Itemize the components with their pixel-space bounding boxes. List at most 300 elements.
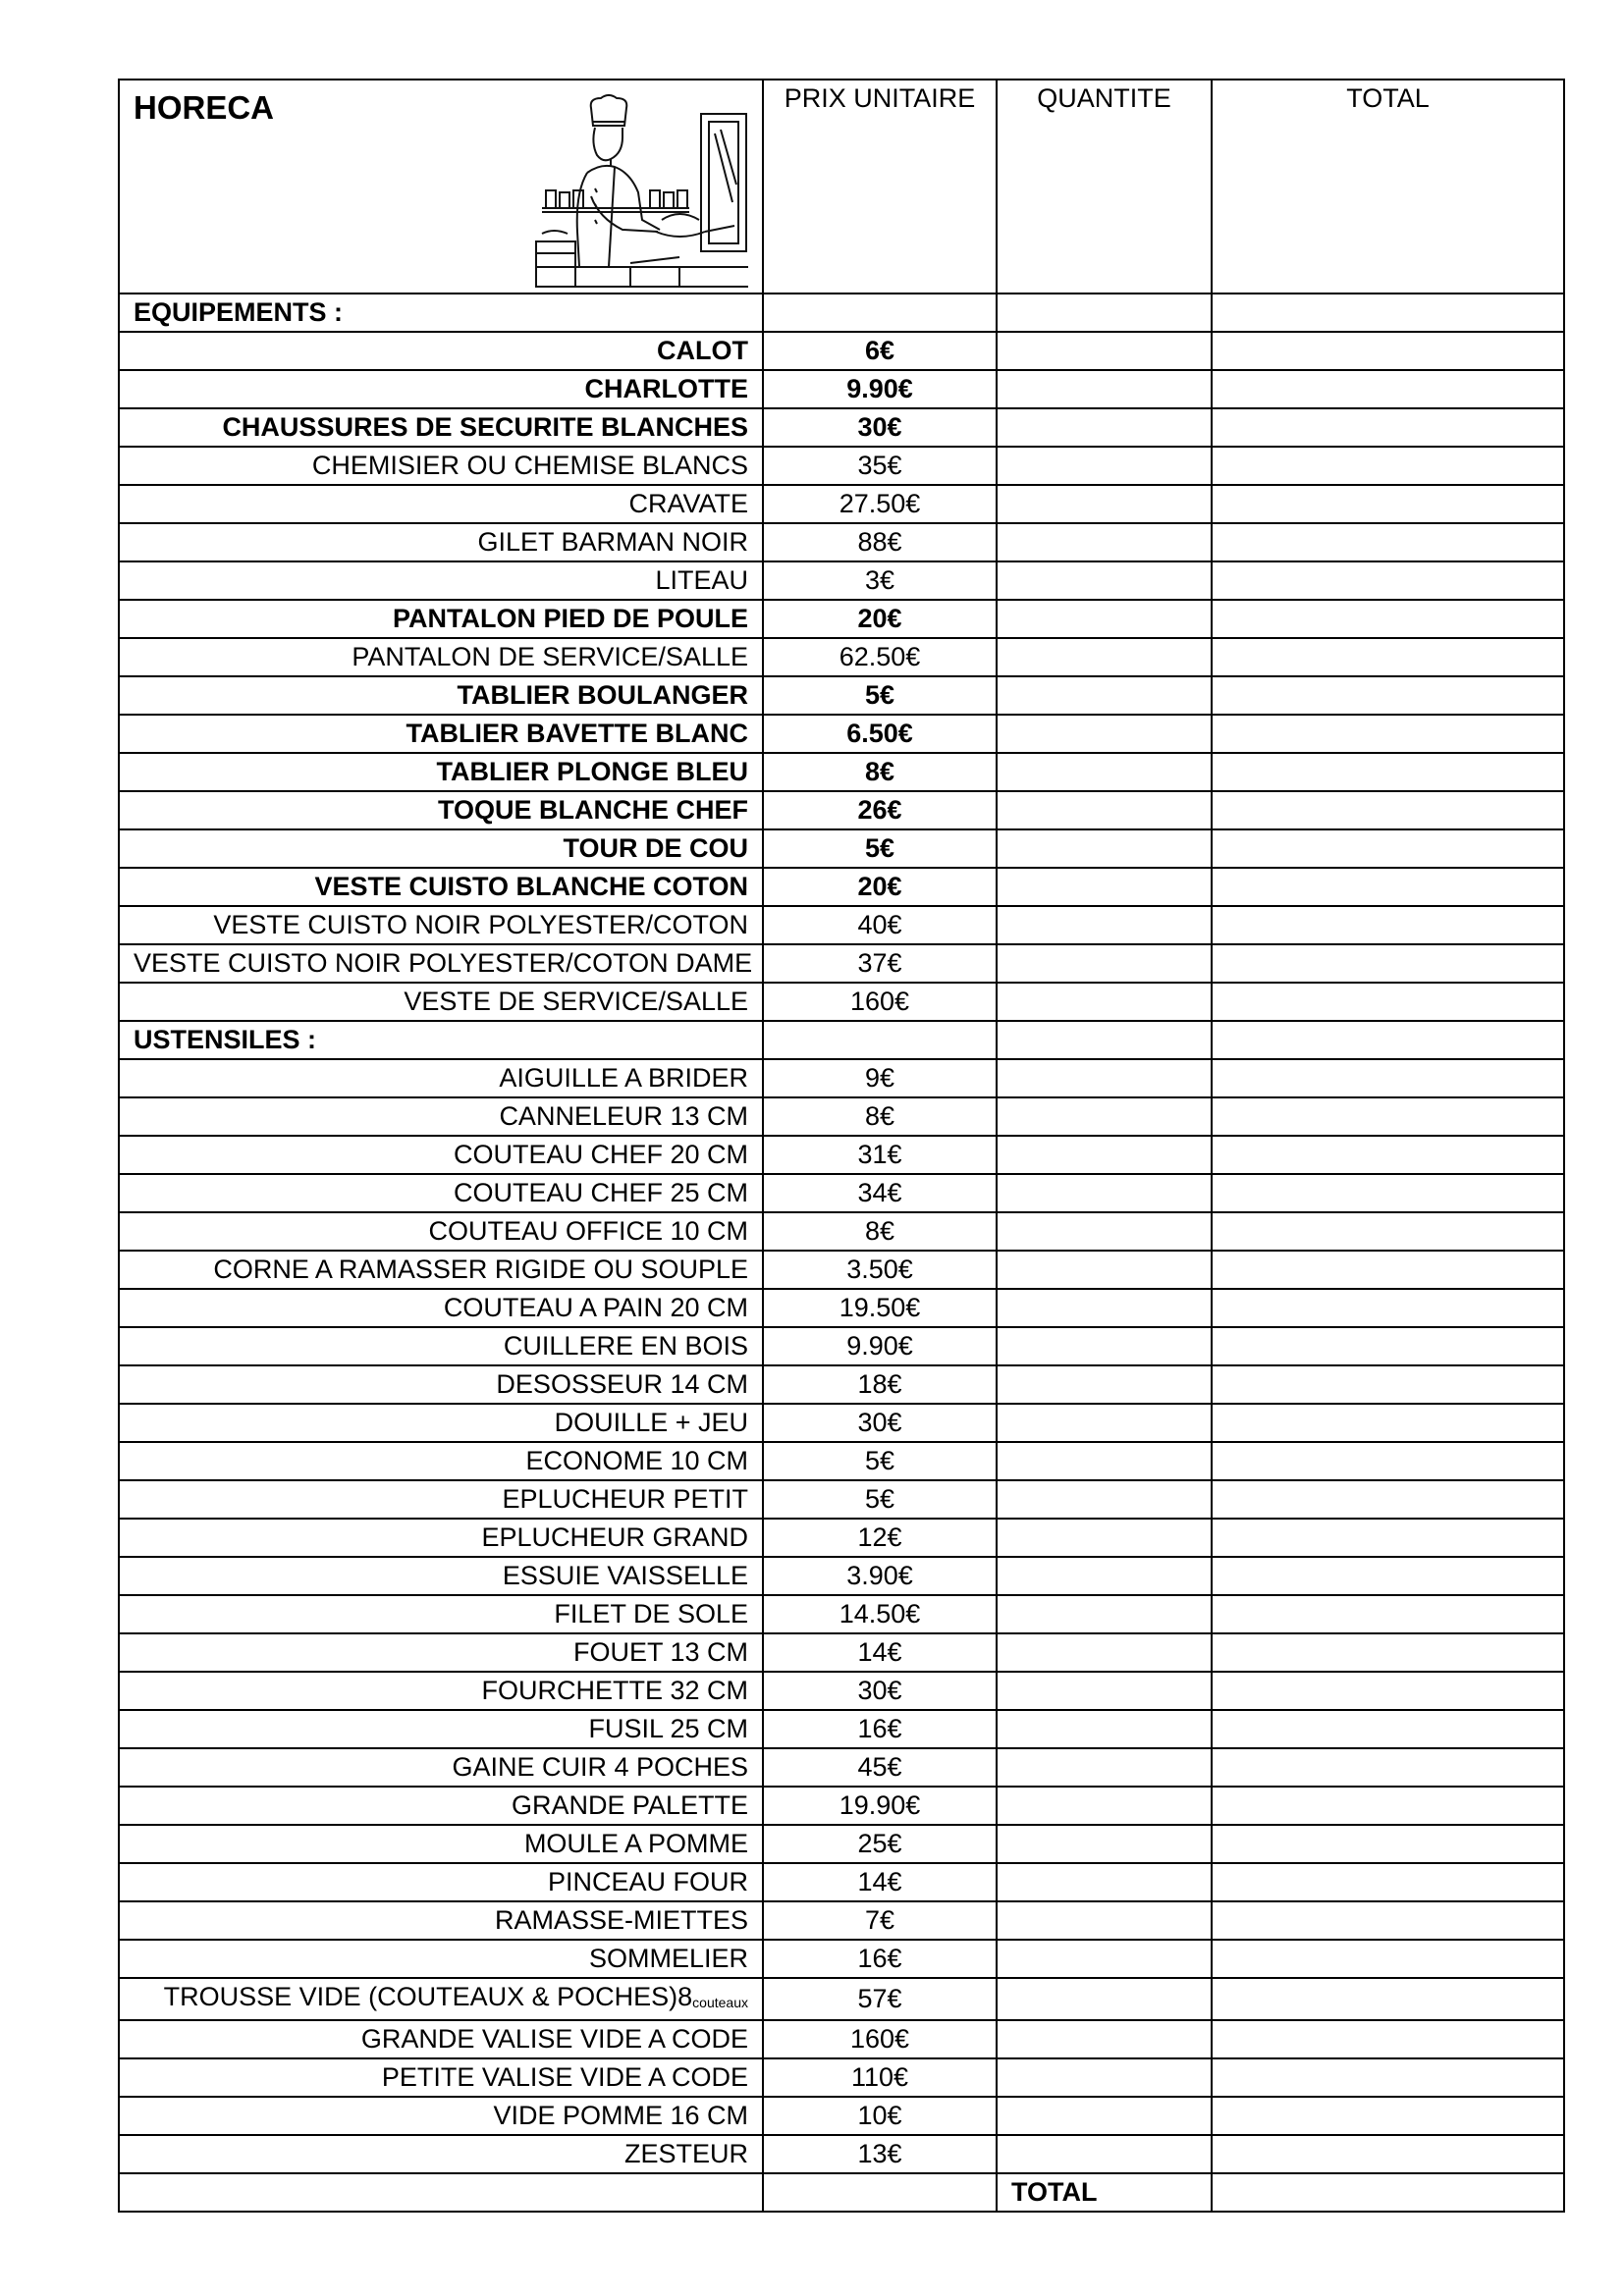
item-name-text: GRANDE PALETTE [511, 1790, 748, 1820]
item-quantity-cell[interactable] [997, 906, 1212, 944]
table-row [119, 1327, 1564, 1365]
item-quantity-cell[interactable] [997, 1940, 1212, 1978]
item-total-cell [1212, 2058, 1564, 2097]
grand-total-row [119, 2173, 1564, 2212]
item-unit-price: 14€ [763, 1863, 997, 1901]
item-quantity-cell[interactable] [997, 1289, 1212, 1327]
table-row [119, 1901, 1564, 1940]
item-name-text: CALOT [657, 336, 748, 365]
footer-empty-cell [119, 2173, 763, 2212]
table-row [119, 1251, 1564, 1289]
section-price-cell [763, 1021, 997, 1059]
item-total-cell [1212, 1748, 1564, 1787]
item-name-text: GAINE CUIR 4 POCHES [452, 1752, 748, 1782]
item-unit-price: 6.50€ [763, 715, 997, 753]
item-name-text: FOUET 13 CM [572, 1637, 748, 1667]
item-name-text: FOURCHETTE 32 CM [481, 1676, 748, 1705]
item-total-cell [1212, 1059, 1564, 1097]
item-unit-price: 40€ [763, 906, 997, 944]
item-total-cell [1212, 983, 1564, 1021]
item-name-text: SOMMELIER [588, 1944, 748, 1973]
item-unit-price: 8€ [763, 1097, 997, 1136]
item-name [119, 1787, 763, 1825]
item-name-text: AIGUILLE A BRIDER [499, 1063, 748, 1093]
item-name [119, 1633, 763, 1672]
table-row [119, 2020, 1564, 2058]
order-form-body [119, 80, 1564, 2212]
item-unit-price: 20€ [763, 600, 997, 638]
item-quantity-cell[interactable] [997, 1174, 1212, 1212]
item-total-cell [1212, 1557, 1564, 1595]
table-row [119, 791, 1564, 829]
item-total-cell [1212, 829, 1564, 868]
item-unit-price: 45€ [763, 1748, 997, 1787]
item-total-cell [1212, 1097, 1564, 1136]
section-total-cell [1212, 294, 1564, 332]
item-total-cell [1212, 868, 1564, 906]
table-row [119, 1097, 1564, 1136]
item-unit-price: 3.90€ [763, 1557, 997, 1595]
item-name [119, 983, 763, 1021]
item-name [119, 715, 763, 753]
table-row [119, 906, 1564, 944]
item-quantity-cell[interactable] [997, 1595, 1212, 1633]
item-unit-price: 35€ [763, 447, 997, 485]
table-row [119, 676, 1564, 715]
item-total-cell [1212, 2020, 1564, 2058]
item-quantity-cell[interactable] [997, 868, 1212, 906]
item-unit-price: 9€ [763, 1059, 997, 1097]
item-total-cell [1212, 1863, 1564, 1901]
item-quantity-cell[interactable] [997, 1442, 1212, 1480]
item-name [119, 1212, 763, 1251]
table-row [119, 829, 1564, 868]
item-name-text: GILET BARMAN NOIR [477, 527, 748, 557]
item-unit-price: 14€ [763, 1633, 997, 1672]
item-total-cell [1212, 906, 1564, 944]
item-total-cell [1212, 1519, 1564, 1557]
item-name [119, 1940, 763, 1978]
item-quantity-cell[interactable] [997, 1365, 1212, 1404]
order-form-table [118, 79, 1565, 2213]
item-name [119, 1595, 763, 1633]
item-name-text: VESTE CUISTO NOIR POLYESTER/COTON [213, 910, 748, 939]
table-row [119, 1710, 1564, 1748]
table-row [119, 1174, 1564, 1212]
item-quantity-cell[interactable] [997, 561, 1212, 600]
item-unit-price: 110€ [763, 2058, 997, 2097]
item-total-cell [1212, 1365, 1564, 1404]
table-row [119, 1633, 1564, 1672]
item-unit-price: 19.90€ [763, 1787, 997, 1825]
item-name-text: FUSIL 25 CM [588, 1714, 748, 1743]
table-row [119, 1825, 1564, 1863]
item-quantity-cell[interactable] [997, 1748, 1212, 1787]
item-name-text: COUTEAU A PAIN 20 CM [443, 1293, 748, 1322]
item-quantity-cell[interactable] [997, 485, 1212, 523]
item-name-text: ZESTEUR [623, 2139, 748, 2168]
item-name [119, 1480, 763, 1519]
item-name-text: VIDE POMME 16 CM [493, 2101, 748, 2130]
item-name-text: CHEMISIER OU CHEMISE BLANCS [311, 451, 748, 480]
section-title: EQUIPEMENTS : [119, 294, 763, 332]
table-row [119, 1595, 1564, 1633]
item-total-cell [1212, 2097, 1564, 2135]
item-name-text: CUILLERE EN BOIS [503, 1331, 748, 1361]
item-quantity-cell[interactable] [997, 447, 1212, 485]
item-name-text: CANNELEUR 13 CM [499, 1101, 748, 1131]
item-name-text: LITEAU [655, 565, 748, 595]
item-unit-price: 3.50€ [763, 1251, 997, 1289]
brand-title: HORECA [134, 89, 275, 126]
item-unit-price: 20€ [763, 868, 997, 906]
item-name-text: ESSUIE VAISSELLE [502, 1561, 748, 1590]
item-unit-price: 31€ [763, 1136, 997, 1174]
table-row [119, 1748, 1564, 1787]
item-unit-price: 13€ [763, 2135, 997, 2173]
item-quantity-cell[interactable] [997, 715, 1212, 753]
item-name-text: CHAUSSURES DE SECURITE BLANCHES [222, 412, 748, 442]
table-row [119, 2135, 1564, 2173]
item-name-text: VESTE CUISTO NOIR POLYESTER/COTON DAME [134, 948, 753, 978]
item-name-text: EPLUCHEUR PETIT [502, 1484, 748, 1514]
item-quantity-cell[interactable] [997, 1672, 1212, 1710]
table-row [119, 1519, 1564, 1557]
section-quantity-cell [997, 1021, 1212, 1059]
item-total-cell [1212, 1251, 1564, 1289]
item-unit-price: 57€ [763, 1978, 997, 2020]
item-name [119, 1136, 763, 1174]
item-name-text: DESOSSEUR 14 CM [496, 1369, 748, 1399]
item-name [119, 1748, 763, 1787]
table-row [119, 1557, 1564, 1595]
item-name [119, 1557, 763, 1595]
item-unit-price: 62.50€ [763, 638, 997, 676]
item-name [119, 1327, 763, 1365]
item-quantity-cell[interactable] [997, 1480, 1212, 1519]
table-row [119, 1863, 1564, 1901]
item-name-text: VESTE DE SERVICE/SALLE [404, 987, 748, 1016]
item-quantity-cell[interactable] [997, 983, 1212, 1021]
table-row [119, 944, 1564, 983]
item-unit-price: 3€ [763, 561, 997, 600]
item-quantity-cell[interactable] [997, 1787, 1212, 1825]
table-row [119, 332, 1564, 370]
table-row [119, 561, 1564, 600]
item-name-text: PANTALON DE SERVICE/SALLE [352, 642, 748, 671]
item-quantity-cell[interactable] [997, 829, 1212, 868]
table-row [119, 753, 1564, 791]
table-row [119, 715, 1564, 753]
item-name [119, 447, 763, 485]
item-name-text: TROUSSE VIDE (COUTEAUX & POCHES)8 [163, 1982, 693, 2011]
item-total-cell [1212, 638, 1564, 676]
table-row [119, 1940, 1564, 1978]
total-column-header: TOTAL [1212, 80, 1564, 294]
item-quantity-cell[interactable] [997, 944, 1212, 983]
table-row [119, 1480, 1564, 1519]
table-row [119, 638, 1564, 676]
item-name [119, 1059, 763, 1097]
table-row [119, 1136, 1564, 1174]
item-name [119, 1710, 763, 1748]
item-quantity-cell[interactable] [997, 753, 1212, 791]
item-name [119, 485, 763, 523]
item-unit-price: 12€ [763, 1519, 997, 1557]
item-name-text: RAMASSE-MIETTES [494, 1905, 748, 1935]
item-name-text: TOQUE BLANCHE CHEF [437, 795, 748, 825]
item-unit-price: 25€ [763, 1825, 997, 1863]
item-name-text: COUTEAU CHEF 25 CM [453, 1178, 748, 1207]
section-total-cell [1212, 1021, 1564, 1059]
item-unit-price: 8€ [763, 753, 997, 791]
item-name-text: ECONOME 10 CM [525, 1446, 748, 1475]
item-name-text: PETITE VALISE VIDE A CODE [381, 2062, 748, 2092]
item-name [119, 791, 763, 829]
item-name [119, 600, 763, 638]
item-total-cell [1212, 600, 1564, 638]
item-unit-price: 18€ [763, 1365, 997, 1404]
table-row [119, 1059, 1564, 1097]
item-quantity-cell[interactable] [997, 1519, 1212, 1557]
item-name [119, 868, 763, 906]
item-unit-price: 30€ [763, 1404, 997, 1442]
item-total-cell [1212, 2135, 1564, 2173]
item-unit-price: 19.50€ [763, 1289, 997, 1327]
item-total-cell [1212, 1672, 1564, 1710]
item-total-cell [1212, 715, 1564, 753]
table-row [119, 1442, 1564, 1480]
item-name [119, 829, 763, 868]
table-row [119, 868, 1564, 906]
grand-total-label: TOTAL [997, 2173, 1212, 2212]
item-name-text: CORNE A RAMASSER RIGIDE OU SOUPLE [213, 1255, 748, 1284]
item-quantity-cell[interactable] [997, 676, 1212, 715]
item-quantity-cell[interactable] [997, 1097, 1212, 1136]
item-name-text: MOULE A POMME [523, 1829, 748, 1858]
section-title: USTENSILES : [119, 1021, 763, 1059]
item-quantity-cell[interactable] [997, 1212, 1212, 1251]
item-name [119, 1519, 763, 1557]
item-total-cell [1212, 1480, 1564, 1519]
table-row [119, 600, 1564, 638]
table-row [119, 1289, 1564, 1327]
item-total-cell [1212, 1978, 1564, 2020]
table-row [119, 485, 1564, 523]
item-name [119, 2058, 763, 2097]
item-name [119, 1901, 763, 1940]
item-name [119, 1978, 763, 2020]
table-row [119, 1978, 1564, 2020]
item-name-text: PINCEAU FOUR [547, 1867, 748, 1896]
item-quantity-cell[interactable] [997, 791, 1212, 829]
item-name-text: TOUR DE COU [563, 833, 748, 863]
item-quantity-cell[interactable] [997, 638, 1212, 676]
table-row [119, 2097, 1564, 2135]
table-row [119, 1404, 1564, 1442]
item-total-cell [1212, 1595, 1564, 1633]
item-total-cell [1212, 1825, 1564, 1863]
price-column-header: PRIX UNITAIRE [763, 80, 997, 294]
item-total-cell [1212, 1940, 1564, 1978]
item-total-cell [1212, 408, 1564, 447]
item-name [119, 2020, 763, 2058]
item-name [119, 638, 763, 676]
item-name [119, 1365, 763, 1404]
grand-total-value-cell [1212, 2173, 1564, 2212]
item-name [119, 1863, 763, 1901]
quantity-column-header: QUANTITE [997, 80, 1212, 294]
item-quantity-cell[interactable] [997, 1710, 1212, 1748]
item-name [119, 561, 763, 600]
item-name-text: EPLUCHEUR GRAND [481, 1522, 748, 1552]
item-name [119, 1251, 763, 1289]
item-unit-price: 5€ [763, 676, 997, 715]
item-quantity-cell[interactable] [997, 2058, 1212, 2097]
item-name [119, 408, 763, 447]
section-price-cell [763, 294, 997, 332]
item-unit-price: 6€ [763, 332, 997, 370]
item-unit-price: 9.90€ [763, 370, 997, 408]
item-unit-price: 30€ [763, 408, 997, 447]
item-name-text: CRAVATE [628, 489, 748, 518]
item-name [119, 370, 763, 408]
item-name [119, 1672, 763, 1710]
section-header-row [119, 294, 1564, 332]
item-total-cell [1212, 1174, 1564, 1212]
item-name [119, 332, 763, 370]
item-name [119, 1404, 763, 1442]
item-total-cell [1212, 523, 1564, 561]
item-total-cell [1212, 1442, 1564, 1480]
section-header-row [119, 1021, 1564, 1059]
item-name [119, 753, 763, 791]
item-quantity-cell[interactable] [997, 2097, 1212, 2135]
item-total-cell [1212, 561, 1564, 600]
item-unit-price: 16€ [763, 1710, 997, 1748]
item-quantity-cell[interactable] [997, 2135, 1212, 2173]
item-name [119, 906, 763, 944]
table-row [119, 1365, 1564, 1404]
item-name-text: VESTE CUISTO BLANCHE COTON [314, 872, 748, 901]
table-header-row [119, 80, 1564, 294]
item-unit-price: 160€ [763, 983, 997, 1021]
item-name-text: COUTEAU CHEF 20 CM [453, 1140, 748, 1169]
item-unit-price: 30€ [763, 1672, 997, 1710]
item-name-text: PANTALON PIED DE POULE [392, 604, 748, 633]
table-row [119, 408, 1564, 447]
item-name [119, 1289, 763, 1327]
item-name [119, 676, 763, 715]
item-quantity-cell[interactable] [997, 1557, 1212, 1595]
brand-cell [119, 80, 763, 294]
item-name [119, 2097, 763, 2135]
item-quantity-cell[interactable] [997, 1978, 1212, 2020]
item-quantity-cell[interactable] [997, 370, 1212, 408]
item-name-text: TABLIER BOULANGER [457, 680, 748, 710]
item-total-cell [1212, 944, 1564, 983]
item-quantity-cell[interactable] [997, 332, 1212, 370]
item-unit-price: 88€ [763, 523, 997, 561]
item-name-text: COUTEAU OFFICE 10 CM [428, 1216, 748, 1246]
item-quantity-cell[interactable] [997, 600, 1212, 638]
item-name-text: TABLIER PLONGE BLEU [436, 757, 748, 786]
table-row [119, 370, 1564, 408]
item-unit-price: 27.50€ [763, 485, 997, 523]
item-unit-price: 8€ [763, 1212, 997, 1251]
item-unit-price: 5€ [763, 1442, 997, 1480]
item-name-text: TABLIER BAVETTE BLANC [406, 719, 748, 748]
item-name-text: CHARLOTTE [584, 374, 748, 403]
table-row [119, 1672, 1564, 1710]
item-total-cell [1212, 332, 1564, 370]
item-name [119, 1174, 763, 1212]
item-total-cell [1212, 753, 1564, 791]
item-unit-price: 37€ [763, 944, 997, 983]
item-quantity-cell[interactable] [997, 1825, 1212, 1863]
item-quantity-cell[interactable] [997, 1327, 1212, 1365]
section-quantity-cell [997, 294, 1212, 332]
table-row [119, 1787, 1564, 1825]
item-quantity-cell[interactable] [997, 1404, 1212, 1442]
item-total-cell [1212, 791, 1564, 829]
item-total-cell [1212, 676, 1564, 715]
item-unit-price: 26€ [763, 791, 997, 829]
item-name [119, 944, 763, 983]
item-quantity-cell[interactable] [997, 1059, 1212, 1097]
item-name-text: DOUILLE + JEU [554, 1408, 748, 1437]
item-quantity-cell[interactable] [997, 523, 1212, 561]
item-total-cell [1212, 1404, 1564, 1442]
item-total-cell [1212, 1710, 1564, 1748]
item-quantity-cell[interactable] [997, 1136, 1212, 1174]
item-total-cell [1212, 1212, 1564, 1251]
item-quantity-cell[interactable] [997, 1901, 1212, 1940]
item-unit-price: 10€ [763, 2097, 997, 2135]
item-unit-price: 5€ [763, 829, 997, 868]
chef-cooking-icon [532, 94, 752, 289]
item-name [119, 1442, 763, 1480]
item-total-cell [1212, 447, 1564, 485]
item-unit-price: 5€ [763, 1480, 997, 1519]
item-total-cell [1212, 1327, 1564, 1365]
item-name [119, 1097, 763, 1136]
table-row [119, 523, 1564, 561]
table-row [119, 1212, 1564, 1251]
item-unit-price: 34€ [763, 1174, 997, 1212]
item-total-cell [1212, 1289, 1564, 1327]
item-unit-price: 160€ [763, 2020, 997, 2058]
item-unit-price: 16€ [763, 1940, 997, 1978]
table-row [119, 983, 1564, 1021]
item-total-cell [1212, 370, 1564, 408]
table-row [119, 2058, 1564, 2097]
item-quantity-cell[interactable] [997, 2020, 1212, 2058]
item-quantity-cell[interactable] [997, 1251, 1212, 1289]
item-unit-price: 14.50€ [763, 1595, 997, 1633]
item-total-cell [1212, 1633, 1564, 1672]
item-unit-price: 9.90€ [763, 1327, 997, 1365]
item-name-note: couteaux [692, 1995, 748, 2010]
item-total-cell [1212, 1787, 1564, 1825]
table-row [119, 447, 1564, 485]
item-quantity-cell[interactable] [997, 408, 1212, 447]
item-quantity-cell[interactable] [997, 1633, 1212, 1672]
item-name-text: FILET DE SOLE [554, 1599, 748, 1629]
item-quantity-cell[interactable] [997, 1863, 1212, 1901]
item-name [119, 2135, 763, 2173]
footer-empty-cell [763, 2173, 997, 2212]
